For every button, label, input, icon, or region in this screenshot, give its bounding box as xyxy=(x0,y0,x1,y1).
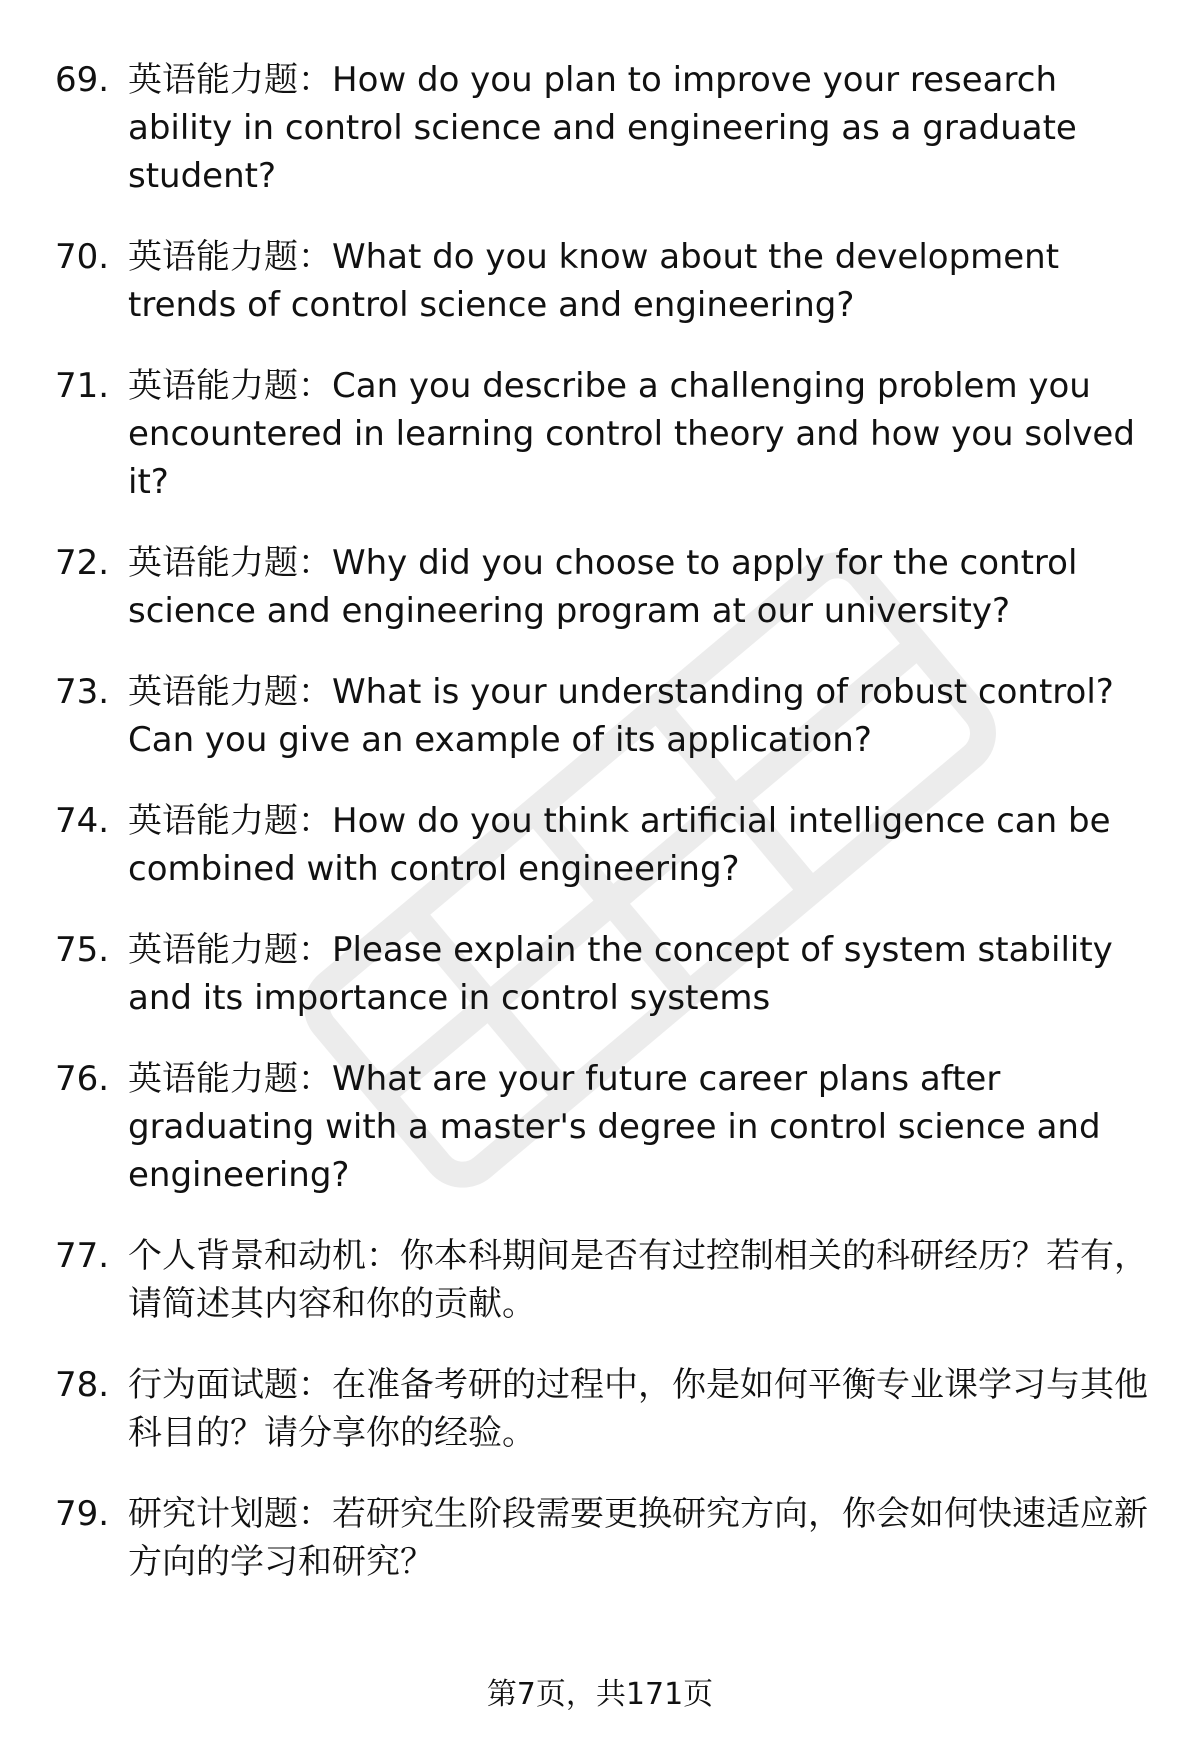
question-item-77 xyxy=(55,1232,1165,1328)
question-text: 个人背景和动机：你本科期间是否有过控制相关的科研经历？若有，请简述其内容和你的贡献。 xyxy=(128,1236,1148,1324)
question-text: 英语能力题：Why did you choose to apply for the control science and engineering program at our university? xyxy=(128,543,1078,631)
question-text: 英语能力题：How do you plan to improve your research ability in control science and engineering as a graduate student? xyxy=(128,60,1077,196)
question-item-69 xyxy=(55,56,1165,200)
question-item-74 xyxy=(55,797,1165,893)
question-text: 行为面试题：在准备考研的过程中，你是如何平衡专业课学习与其他科目的？请分享你的经验。 xyxy=(128,1365,1148,1453)
question-item-70 xyxy=(55,233,1165,329)
question-text: 英语能力题：Please explain the concept of system stability and its importance in control systems xyxy=(128,930,1113,1018)
question-text: 英语能力题：Can you describe a challenging problem you encountered in learning control theory and how you solved it? xyxy=(128,366,1135,502)
question-number: 71. xyxy=(55,366,110,406)
question-text: 英语能力题：What do you know about the development trends of control science and engineering? xyxy=(128,237,1060,325)
question-item-76 xyxy=(55,1055,1165,1199)
page-number-footer: 第7页，共171页 xyxy=(486,1677,714,1712)
question-number: 70. xyxy=(55,237,110,277)
question-item-78 xyxy=(55,1361,1165,1457)
question-text: 英语能力题：What is your understanding of robust control? Can you give an example of its application? xyxy=(128,672,1114,760)
question-number: 79. xyxy=(55,1494,110,1534)
question-number: 77. xyxy=(55,1236,110,1276)
question-number: 73. xyxy=(55,672,110,712)
question-number: 69. xyxy=(55,60,110,100)
question-number: 76. xyxy=(55,1059,110,1099)
question-text: 研究计划题：若研究生阶段需要更换研究方向，你会如何快速适应新方向的学习和研究？ xyxy=(128,1494,1148,1582)
question-number: 75. xyxy=(55,930,110,970)
question-number: 74. xyxy=(55,801,110,841)
question-item-75 xyxy=(55,926,1165,1022)
question-item-71 xyxy=(55,362,1165,506)
question-text: 英语能力题：What are your future career plans after graduating with a master's degree in control science and engineering? xyxy=(128,1059,1101,1195)
question-item-79 xyxy=(55,1490,1165,1586)
question-list xyxy=(55,56,1165,1619)
question-text: 英语能力题：How do you think artificial intelligence can be combined with control engineering? xyxy=(128,801,1111,889)
question-item-72 xyxy=(55,539,1165,635)
question-item-73 xyxy=(55,668,1165,764)
question-number: 78. xyxy=(55,1365,110,1405)
question-number: 72. xyxy=(55,543,110,583)
